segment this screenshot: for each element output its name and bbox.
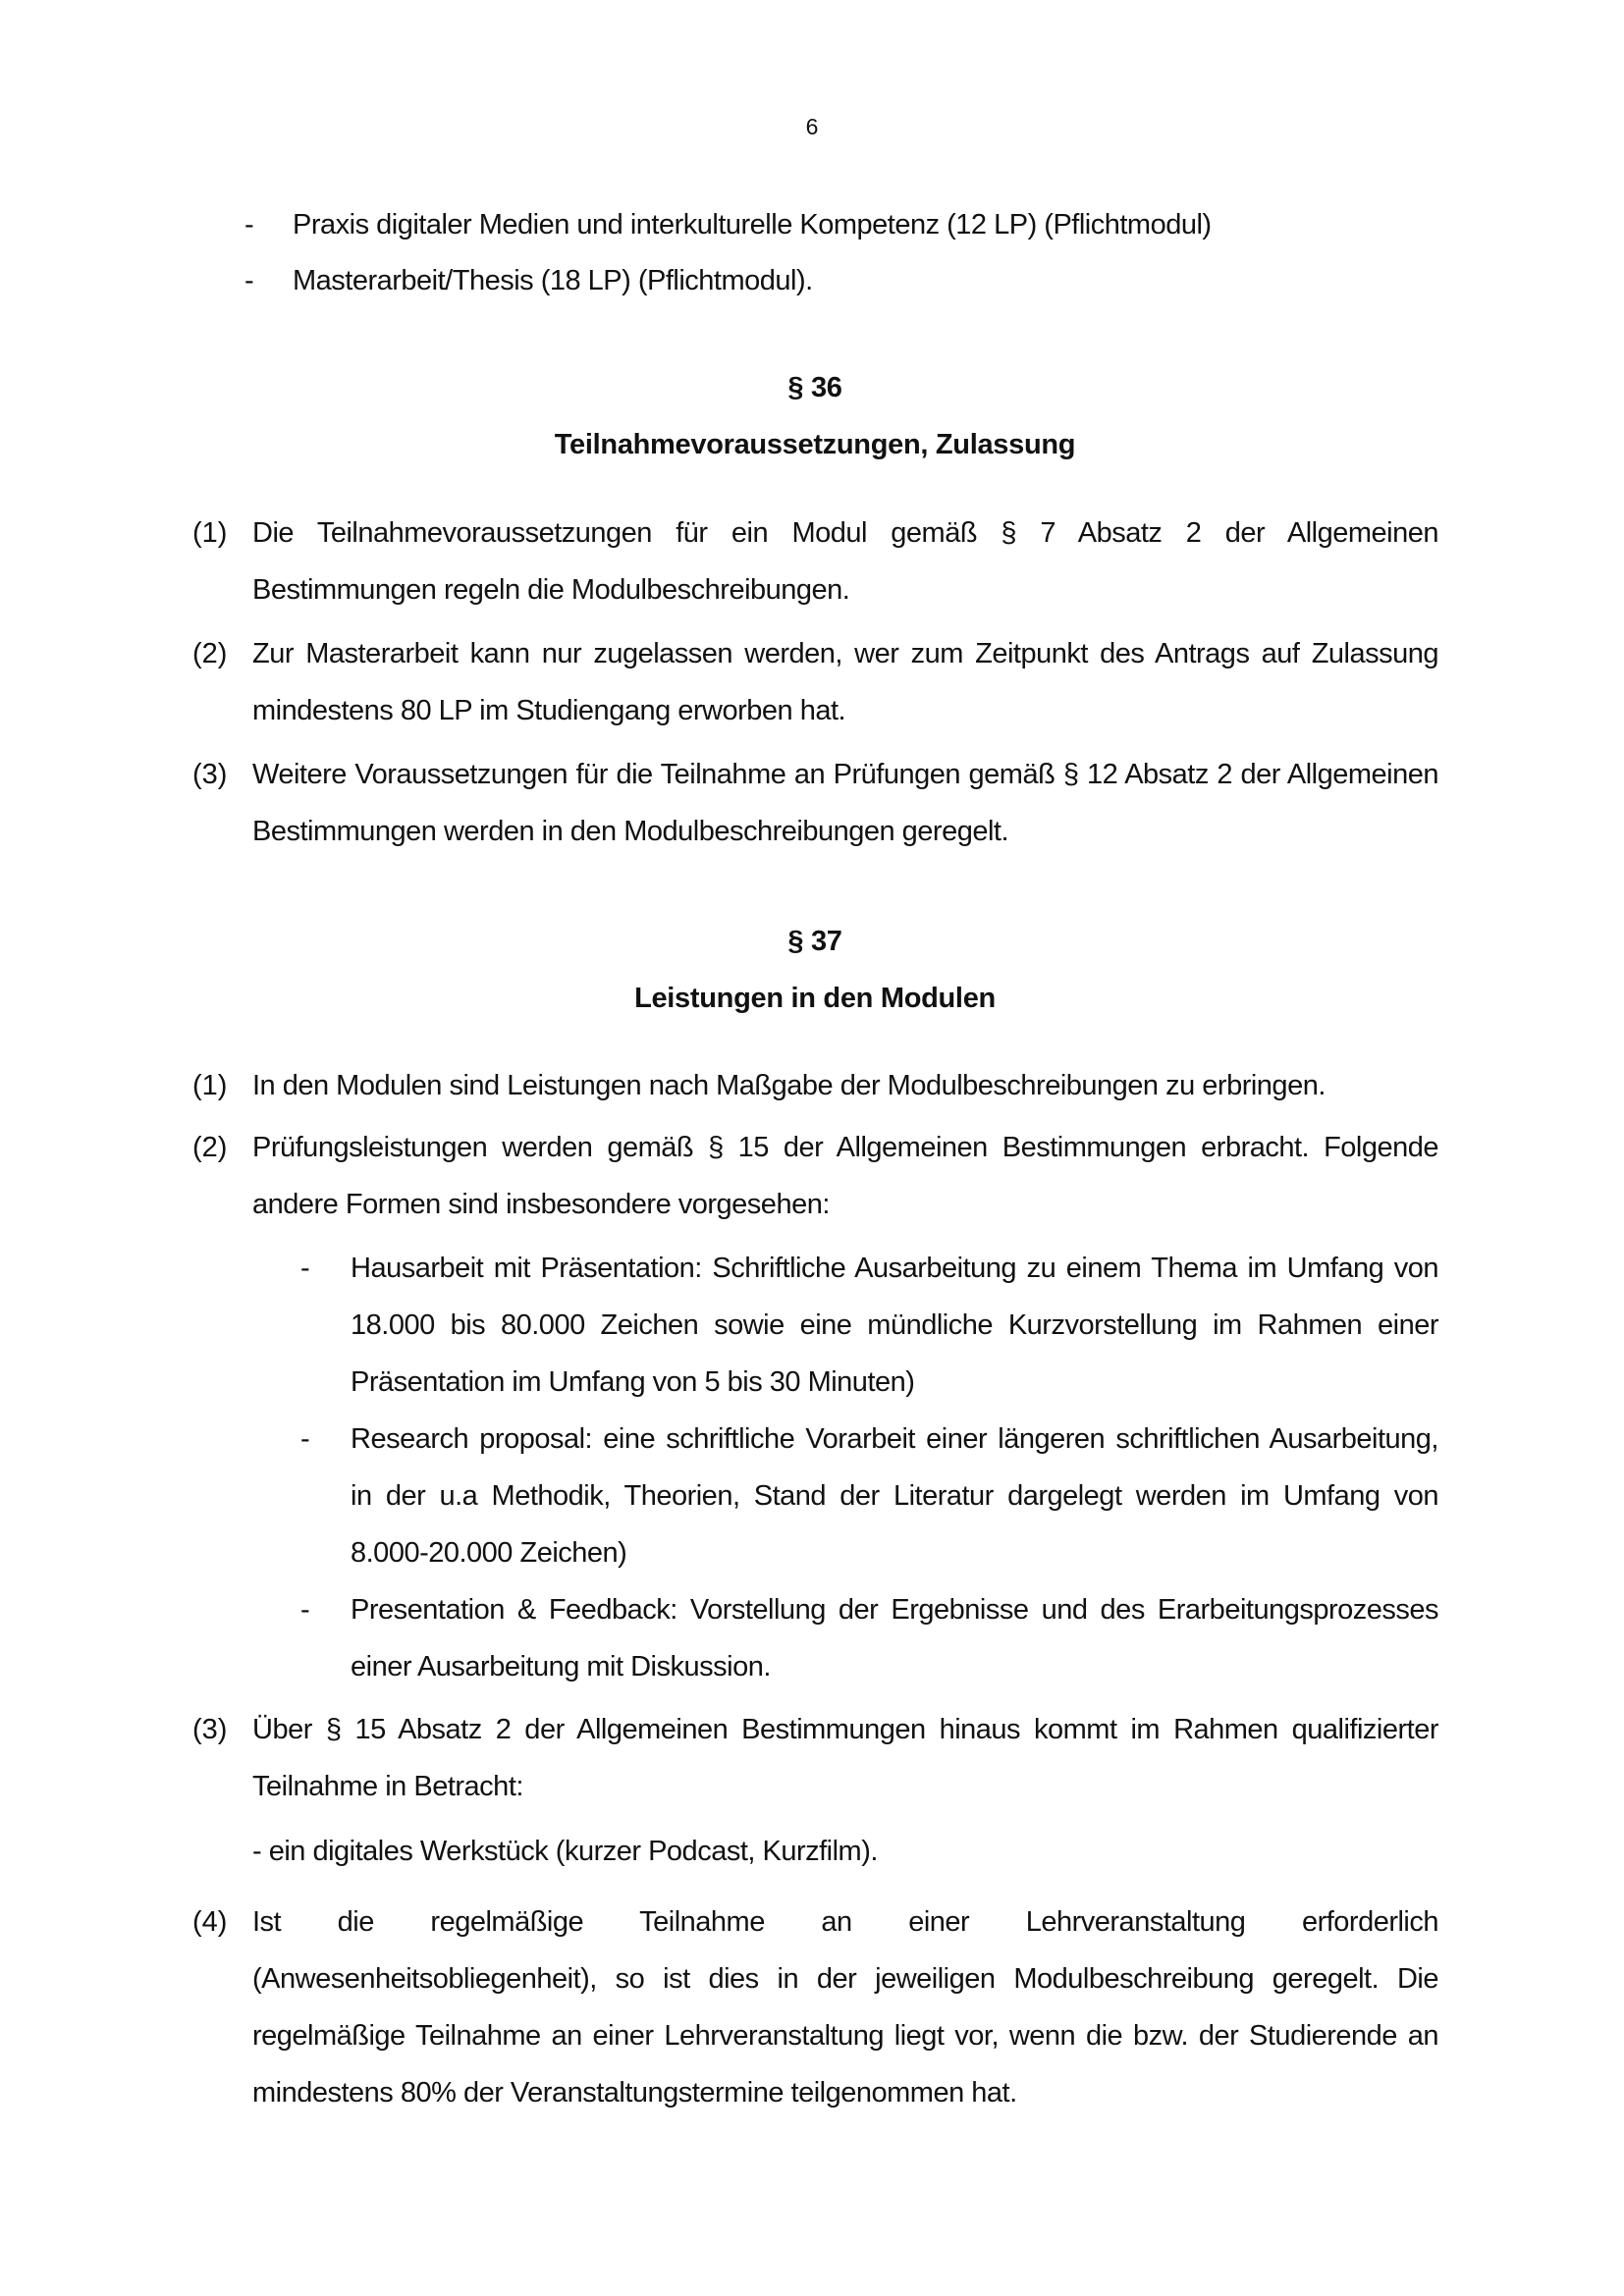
paragraph-number: (3): [192, 759, 228, 790]
paragraph-number: (3): [192, 1714, 228, 1745]
paragraph-number: (1): [192, 517, 228, 549]
list-item: Hausarbeit mit Präsentation: Schriftliche Ausarbeitung zu einem Thema im Umfang von 18.000 bis 80.000 Zeichen sowie eine mündliche Kurzvorstellung im Rahmen einer Präsentation im Umfang von 5 bis 30 Minuten): [351, 1253, 1438, 1398]
page-number: 6: [805, 114, 819, 139]
section-title: Teilnahmevoraussetzungen, Zulassung: [554, 429, 1076, 460]
list-item: Masterarbeit/Thesis (18 LP) (Pflichtmodul).: [293, 265, 813, 296]
section-number: § 36: [787, 372, 842, 403]
list-marker: -: [300, 1253, 310, 1284]
paragraph-text: In den Modulen sind Leistungen nach Maßgabe der Modulbeschreibungen zu erbringen.: [252, 1070, 1326, 1101]
paragraph-text: Zur Masterarbeit kann nur zugelassen werden, wer zum Zeitpunkt des Antrags auf Zulassung mindestens 80 LP im Studiengang erworben hat.: [252, 638, 1438, 726]
list-marker: -: [300, 1594, 310, 1626]
paragraph-number: (2): [192, 638, 228, 669]
paragraph-text: Die Teilnahmevoraussetzungen für ein Modul gemäß § 7 Absatz 2 der Allgemeinen Bestimmungen regeln die Modulbeschreibungen.: [252, 517, 1438, 606]
list-marker: -: [244, 209, 254, 240]
paragraph-text: Weitere Voraussetzungen für die Teilnahme an Prüfungen gemäß § 12 Absatz 2 der Allgemeinen Bestimmungen werden in den Modulbeschreibungen geregelt.: [252, 759, 1438, 847]
paragraph-number: (4): [192, 1906, 228, 1938]
paragraph-text: Ist die regelmäßige Teilnahme an einer Lehrveranstaltung erforderlich (Anwesenheitsobliegenheit), so ist dies in der jeweiligen Modulbeschreibung geregelt. Die regelmäßige Teilnahme an einer Lehrveranstaltung liegt vor, wenn die bzw. der Studierende an mindestens 80% der Veranstaltungstermine teilgenommen hat.: [252, 1906, 1438, 2109]
list-item: - ein digitales Werkstück (kurzer Podcast, Kurzfilm).: [252, 1836, 878, 1867]
list-marker: -: [244, 265, 254, 296]
list-item: Presentation & Feedback: Vorstellung der Ergebnisse und des Erarbeitungsprozesses einer Ausarbeitung mit Diskussion.: [351, 1594, 1438, 1682]
list-item: Research proposal: eine schriftliche Vorarbeit einer längeren schriftlichen Ausarbeitung, in der u.a Methodik, Theorien, Stand der Literatur dargelegt werden im Umfang von 8.000-20.000 Zeichen): [351, 1423, 1438, 1569]
paragraph-text: Prüfungsleistungen werden gemäß § 15 der Allgemeinen Bestimmungen erbracht. Folgende andere Formen sind insbesondere vorgesehen:: [252, 1132, 1438, 1220]
section-title: Leistungen in den Modulen: [634, 983, 996, 1014]
paragraph-text: Über § 15 Absatz 2 der Allgemeinen Bestimmungen hinaus kommt im Rahmen qualifizierter Teilnahme in Betracht:: [252, 1714, 1438, 1802]
list-item: Praxis digitaler Medien und interkulturelle Kompetenz (12 LP) (Pflichtmodul): [293, 209, 1212, 240]
list-marker: -: [300, 1423, 310, 1455]
section-number: § 37: [787, 926, 842, 957]
paragraph-number: (1): [192, 1070, 228, 1101]
paragraph-number: (2): [192, 1132, 228, 1163]
